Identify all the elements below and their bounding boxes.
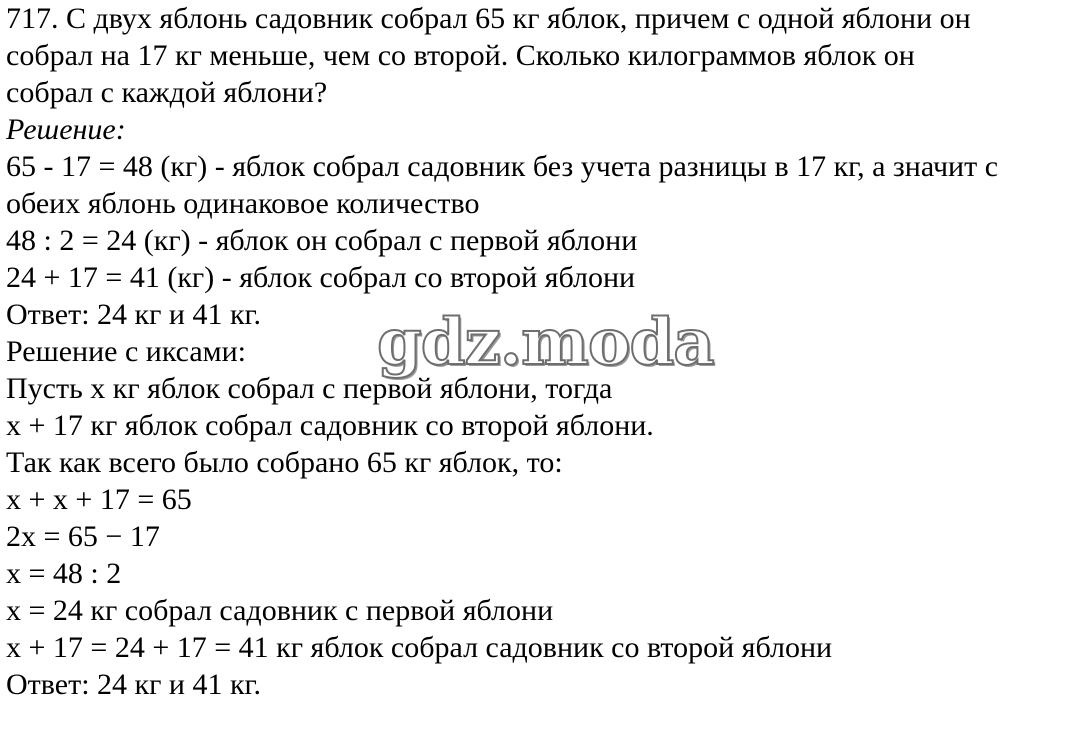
problem-line-2: собрал на 17 кг меньше, чем со второй. Сколько килограммов яблок он [6, 39, 915, 72]
solution-x-line-1: Пусть x кг яблок собрал с первой яблони, тогда [6, 372, 613, 405]
problem-line-3: собрал с каждой яблони? [6, 76, 328, 109]
watermark-logo: gdz.moda [377, 305, 714, 380]
equation-1: x + x + 17 = 65 [6, 483, 192, 516]
solution-x-answer: Ответ: 24 кг и 41 кг. [6, 668, 261, 701]
equation-2: 2x = 65 − 17 [6, 520, 160, 553]
equation-3: x = 48 : 2 [6, 557, 122, 590]
solution-heading: Решение: [6, 113, 126, 146]
equation-5: x + 17 = 24 + 17 = 41 кг яблок собрал садовник со второй яблони [6, 631, 833, 664]
solution-x-line-3: Так как всего было собрано 65 кг яблок, то: [6, 446, 563, 479]
solution-x-line-2: x + 17 кг яблок собрал садовник со второй яблони. [6, 409, 654, 442]
solution-step-1b: обеих яблонь одинаковое количество [6, 187, 480, 220]
solution-step-3: 24 + 17 = 41 (кг) - яблок собрал со второй яблони [6, 261, 636, 294]
problem-line-1: 717. С двух яблонь садовник собрал 65 кг яблок, причем с одной яблони он [6, 2, 971, 35]
solution-step-1a: 65 - 17 = 48 (кг) - яблок собрал садовник без учета разницы в 17 кг, а значит с [6, 150, 999, 183]
solution-step-2: 48 : 2 = 24 (кг) - яблок он собрал с первой яблони [6, 224, 638, 257]
equation-4: x = 24 кг собрал садовник с первой яблони [6, 594, 554, 627]
solution-answer: Ответ: 24 кг и 41 кг. [6, 298, 261, 331]
solution-x-heading: Решение с иксами: [6, 335, 247, 368]
solution-page [6, 0, 1076, 703]
